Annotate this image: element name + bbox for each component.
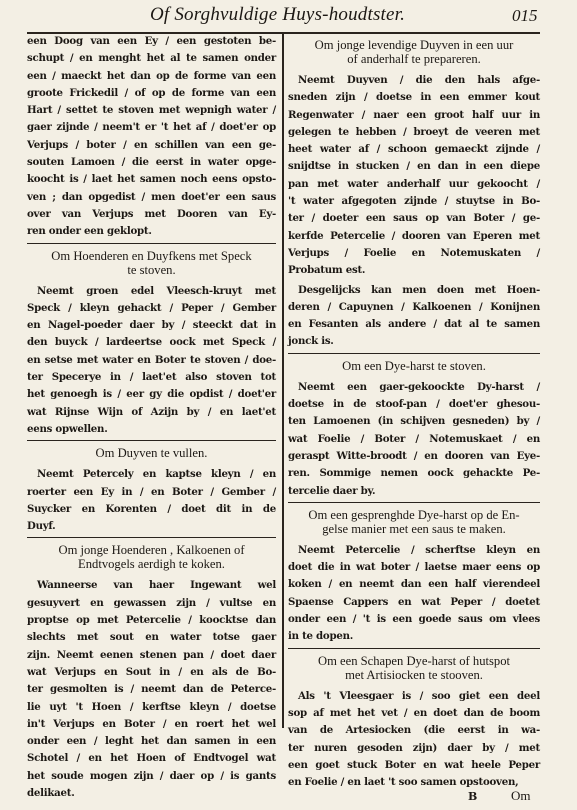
text-line: wat Rijnse Wijn of Azijn by / en laet'et	[27, 405, 276, 418]
left-column	[27, 33, 276, 799]
recipe-heading	[288, 654, 540, 682]
right-column	[288, 33, 540, 789]
text-line: zijn. Neemt eenen stenen pan / doet daer	[27, 648, 276, 661]
text-line: ren. Sommige nemen oock gehackte Pe-	[288, 467, 540, 480]
text-line: en Nagel-poeder daer by / steeckt dat in	[27, 319, 276, 332]
heading-line: Om een Dye-harst te stoven.	[342, 358, 486, 373]
column-divider	[282, 33, 284, 728]
text-line: het genoegh is / eer gy die opdist / doet'er	[27, 388, 276, 401]
text-line: Neemt een gaer-gekoockte Dy-harst /	[298, 380, 540, 393]
heading-line: te stoven.	[127, 262, 176, 277]
text-line: koocht is / laet het samen noch eens opsto-	[27, 173, 276, 186]
recipe-paragraph	[288, 542, 540, 646]
section-rule	[288, 648, 540, 649]
text-line: delikaet.	[27, 786, 75, 799]
text-line: ter gesmolten is / neemt dan de Peterce-	[27, 683, 276, 696]
text-line: ter nuren gesoden zijn) daer by / met	[288, 741, 540, 754]
recipe-paragraph	[288, 72, 540, 280]
heading-line: gelse manier met een saus te maken.	[322, 521, 506, 536]
heading-line: Om een gesprenghde Dye-harst op de En-	[308, 507, 520, 522]
text-line: Neemt Petercelie / scherftse kleyn en	[298, 543, 540, 556]
text-line: gelegen te hebben / broeyt de veeren met	[288, 125, 540, 138]
text-line: Schotel / en het Hoen of Endtvogel wat	[27, 752, 276, 765]
text-line: een Doog van een Ey / een gestoten be-	[27, 35, 276, 47]
text-line: geraspt Witte-broodt / en dooren van Eye-	[288, 449, 540, 462]
text-line: wat Foelie / Boter / Notemuskaet / en	[288, 432, 540, 445]
text-line: Regenwater / naer een groot half uur in	[288, 108, 540, 121]
text-line: doet die in wat boter / laetse maer eens op	[288, 561, 540, 574]
text-line: groote Frickedil / of op de forme van een	[27, 86, 276, 99]
text-line: Neemt Petercely en kaptse kleyn / en	[37, 468, 276, 481]
text-line: in te dopen.	[288, 630, 354, 643]
text-line: slechts met sout en water totse gaer	[27, 631, 276, 644]
text-line: wat Verjups en Sout in / en als de Bo-	[27, 665, 276, 678]
section-rule	[27, 537, 276, 538]
text-line: heet water af / schoon gemaeckt zijnde /	[288, 143, 540, 156]
text-line: gaer zijnde / neem't er 't het af / doet'er op	[27, 121, 276, 134]
text-line: ter Specerye in / laet'et also stoven tot	[27, 371, 276, 384]
text-line: sneden zijn / doetse in een emmer kout	[288, 91, 540, 104]
text-line: ter / doeter een saus op van Boter / ge-	[288, 212, 540, 225]
text-line: over van Verjups met Dooren van Ey-	[27, 207, 276, 220]
recipe-paragraph	[288, 379, 540, 500]
heading-line: of anderhalf te prepareren.	[347, 52, 481, 66]
section-rule	[27, 243, 276, 244]
text-line: en Foelie / en laet 't soo samen opstooven,	[288, 776, 519, 789]
running-title: Of Sorghvuldige Huys-houdtster.	[150, 4, 406, 25]
text-line: eens opwellen.	[27, 422, 108, 435]
text-line: deren / Capuynen / Kalkoenen / Konijnen	[288, 300, 540, 313]
text-line: koken / en neemt dan een half vierendeel	[288, 578, 540, 591]
section-rule	[288, 353, 540, 354]
heading-line: Endtvogels aerdigh te koken.	[78, 557, 225, 572]
text-line: den buyck / lardeertse oock met Speck /	[27, 336, 276, 349]
heading-line: Om Duyven te vullen.	[95, 446, 208, 461]
text-line: Wanneerse van haer Ingewant wel	[37, 579, 276, 592]
text-line: en setse met water en Boter te stoven / doe-	[27, 353, 276, 366]
recipe-heading	[288, 38, 540, 66]
text-line: Hart / settet te stoven met wepnigh water /	[27, 104, 276, 117]
recipe-paragraph	[27, 466, 276, 535]
page-number: 015	[512, 6, 538, 25]
text-line: Neemt groen edel Vleesch-kruyt met	[37, 284, 276, 297]
text-line: Als 't Vleesgaer is / soo giet een deel	[298, 689, 540, 702]
recipe-heading	[27, 446, 276, 460]
text-line: roerter een Ey in / en Boter / Gember /	[27, 485, 276, 498]
text-line: Spaense Cappers en wat Peper / doetet	[288, 595, 540, 608]
text-line: ten Lamoenen (in schijven gesneden) by /	[288, 415, 540, 428]
text-line: snijdtse in stucken / en dan in een diepe	[288, 160, 540, 173]
signature-mark: B	[468, 790, 478, 803]
text-line: Probatum est.	[288, 264, 366, 277]
recipe-paragraph	[27, 283, 276, 439]
recipe-heading	[288, 508, 540, 536]
recipe-paragraph	[288, 688, 540, 792]
recipe-paragraph	[27, 577, 276, 802]
text-line: Duyf.	[27, 520, 56, 533]
text-line: het soude mogen zijn / daer op / is gants	[27, 769, 276, 782]
text-line: souten Lamoen / die eerst in water opge-	[27, 156, 276, 169]
text-line: kerfde Petercelie / dooren van Eperen met	[288, 229, 540, 242]
text-line: Verjups / boter / en schillen van een ge-	[27, 138, 276, 151]
heading-line: Om jonge levendige Duyven in een uur	[314, 38, 514, 52]
text-line: jonck is.	[288, 335, 334, 348]
heading-line: Om een Schapen Dye-harst of hutspot	[317, 653, 510, 668]
text-line: 't water afgegoten zijnde / stuytse in Bo-	[288, 195, 540, 208]
text-line: doetse in de stoof-pan / doet'er ghesou-	[288, 398, 540, 411]
text-line: Neemt Duyven / die den hals afge-	[298, 74, 540, 86]
text-line: sop af met het vet / en doet dan de boom	[288, 706, 540, 719]
text-line: tercelie daer by.	[288, 484, 376, 497]
text-line: Verjups / Foelie en Notemuskaten /	[288, 246, 540, 259]
recipe-heading	[27, 249, 276, 277]
text-line: in't Verjups en Boter / en roert het wel	[27, 717, 276, 730]
text-line: schupt / en menght het al te samen onder	[27, 52, 276, 65]
text-line: van de Artesiocken (die eerst in wa-	[288, 724, 540, 737]
recipe-paragraph	[27, 33, 276, 241]
text-line: ren onder een geklopt.	[27, 225, 152, 238]
text-line: Desgelijcks kan men doen met Hoen-	[298, 283, 540, 296]
text-line: Speck / kleyn gehackt / Peper / Gember	[27, 301, 276, 314]
heading-line: Om Hoenderen en Duyfkens met Speck	[51, 248, 252, 263]
recipe-paragraph	[288, 282, 540, 351]
heading-line: met Artisiocken te stooven.	[345, 667, 483, 682]
text-line: pan met water anderhalf uur gekoocht /	[288, 177, 540, 190]
recipe-heading	[288, 359, 540, 373]
section-rule	[288, 502, 540, 503]
text-line: lie uyt 't Hoen / kerftse kleyn / doetse	[27, 700, 276, 713]
text-line: onder een / 't is een goede saus om vlees	[288, 613, 540, 626]
recipe-heading	[27, 543, 276, 571]
text-line: en Fesanten als andere / dat al te samen	[288, 318, 540, 331]
text-line: een / maeckt het dan op de forme van een	[27, 69, 276, 82]
catchword: Om	[511, 788, 531, 803]
text-line: ven ; dan opgedist / men doet'er een saus	[27, 190, 276, 203]
text-line: gesuyvert en gewassen zijn / vultse en	[27, 596, 276, 609]
text-line: proptse op met Petercelie / koocktse dan	[27, 614, 276, 627]
text-line: Suycker en Korenten / doet dit in de	[27, 502, 276, 515]
text-line: onder een / leght het dan samen in een	[27, 735, 276, 748]
text-line: een goet stuck Boter en wat heele Peper	[288, 758, 540, 771]
section-rule	[27, 440, 276, 441]
heading-line: Om jonge Hoenderen , Kalkoenen of	[58, 543, 245, 558]
